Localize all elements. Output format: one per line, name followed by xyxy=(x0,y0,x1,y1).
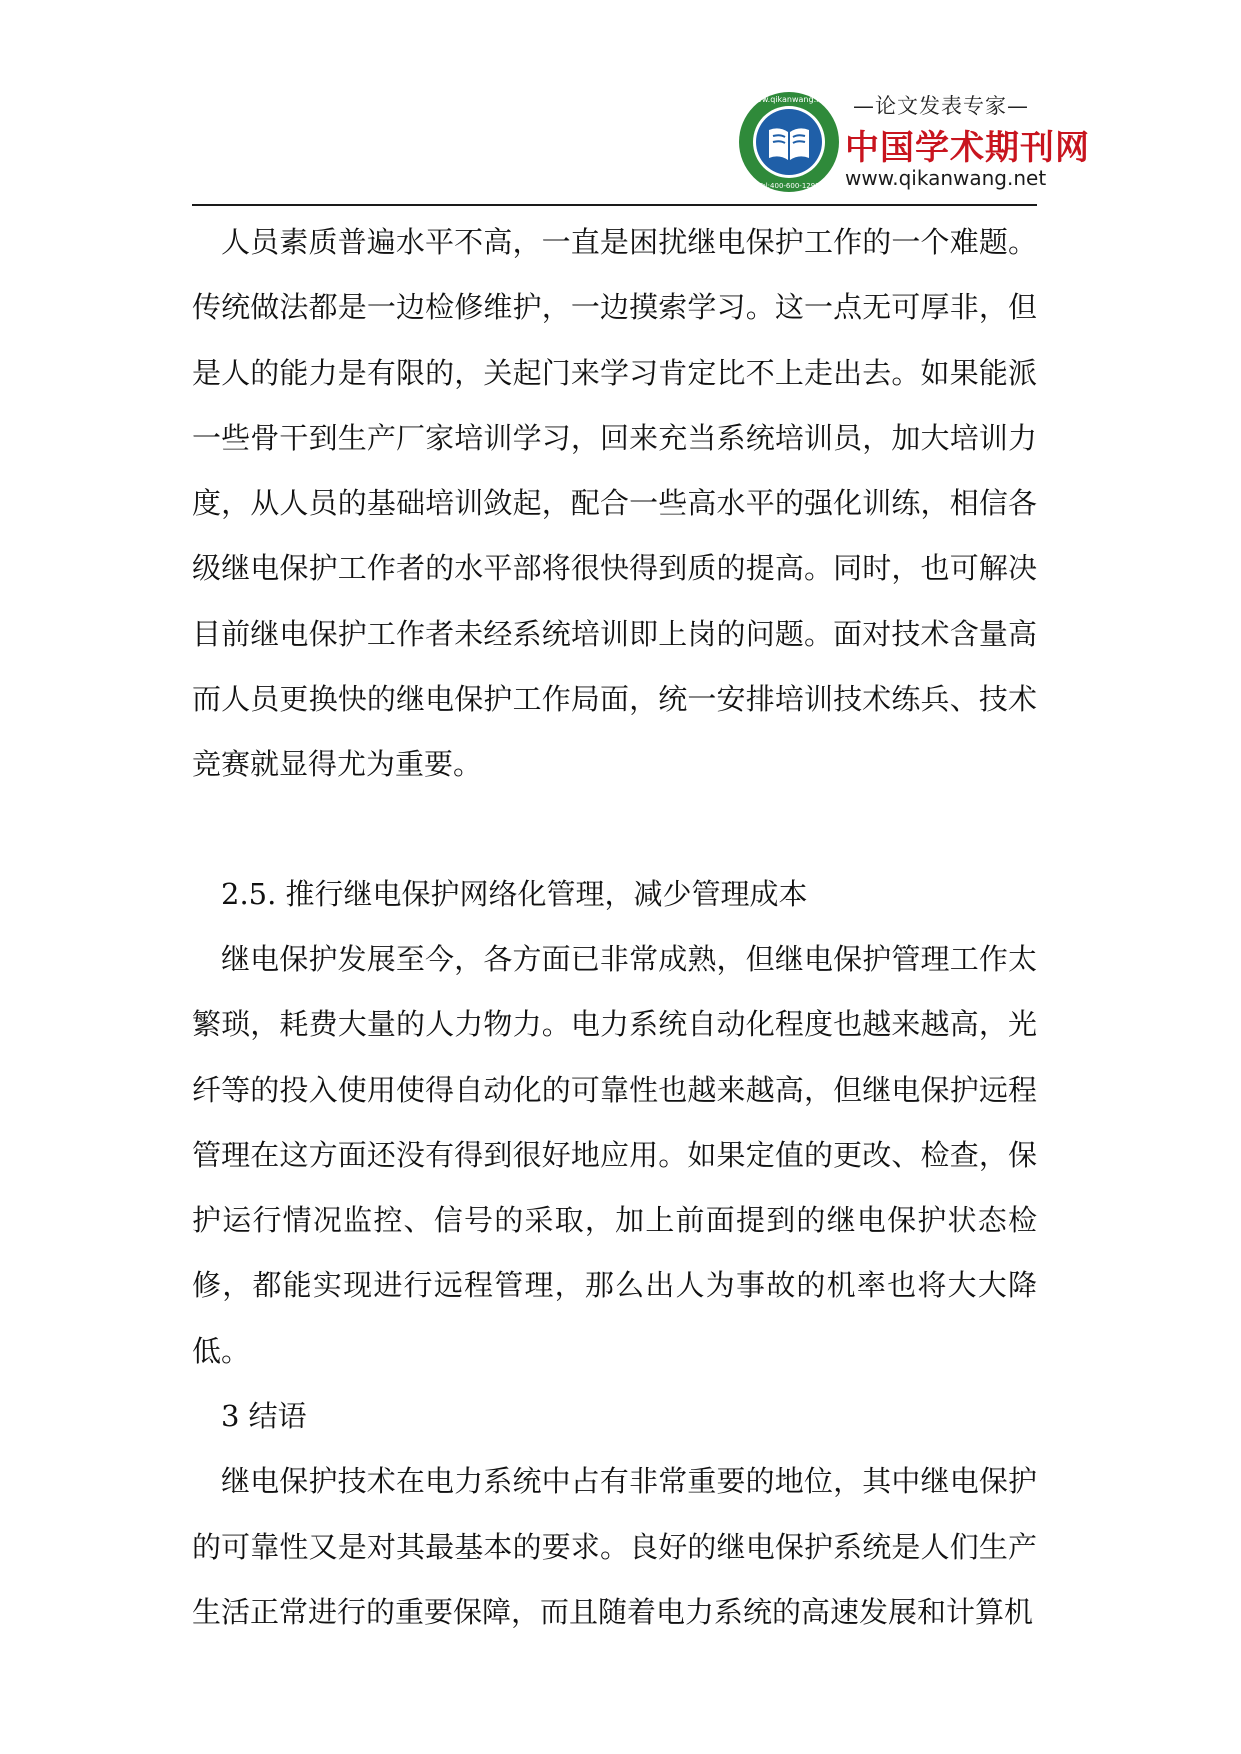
svg-text:Tel:400-600-1293: Tel:400-600-1293 xyxy=(758,182,820,190)
logo-website: www.qikanwang.net xyxy=(845,166,1047,190)
page-header xyxy=(192,84,1090,206)
logo-brand-name: 中国学术期刊网 xyxy=(845,128,1090,168)
book-seal-icon xyxy=(737,90,841,194)
paragraph-training: 人员素质普遍水平不高，一直是困扰继电保护工作的一个难题。传统做法都是一边检修维护，一边摸索学习。这一点无可厚非，但是人的能力是有限的，关起门来学习肯定比不上走出去。如果能派一些骨干到生产厂家培训学习，回来充当系统培训员，加大培训力度，从人员的基础培训敛起，配合一些高水平的强化训练，相信各级继电保护工作者的水平部将很快得到质的提高。同时，也可解决目前继电保护工作者未经系统培训即上岗的问题。面对技术含量高而人员更换快的继电保护工作局面，统一安排培训技术练兵、技术竞赛就显得尤为重要。 xyxy=(192,225,1037,782)
paragraph-conclusion: 继电保护技术在电力系统中占有非常重要的地位，其中继电保护的可靠性又是对其最基本的要求。良好的继电保护系统是人们生产生活正常进行的重要保障，而且随着电力系统的高速发展和计算机 xyxy=(192,1464,1037,1629)
document-body xyxy=(192,210,1037,1645)
logo-slogan: —论文发表专家— xyxy=(853,94,1029,118)
svg-text:www.qikanwang.net: www.qikanwang.net xyxy=(748,95,830,104)
paragraph-network-management: 继电保护发展至今，各方面已非常成熟，但继电保护管理工作太繁琐，耗费大量的人力物力。电力系统自动化程度也越来越高，光纤等的投入使用使得自动化的可靠性也越来越高，但继电保护远程管理在这方面还没有得到很好地应用。如果定值的更改、检查，保护运行情况监控、信号的采取，加上前面提到的继电保护状态检修，都能实现进行远程管理，那么出人为事故的机率也将大大降低。 xyxy=(192,941,1037,1368)
logo-text xyxy=(845,90,1090,194)
section-heading-2-5: 2.5. 推行继电保护网络化管理，减少管理成本 xyxy=(221,876,808,911)
journal-logo xyxy=(737,84,1090,200)
section-spacer xyxy=(192,798,1037,862)
header-divider xyxy=(192,204,1037,206)
section-heading-conclusion: 3 结语 xyxy=(221,1399,307,1434)
